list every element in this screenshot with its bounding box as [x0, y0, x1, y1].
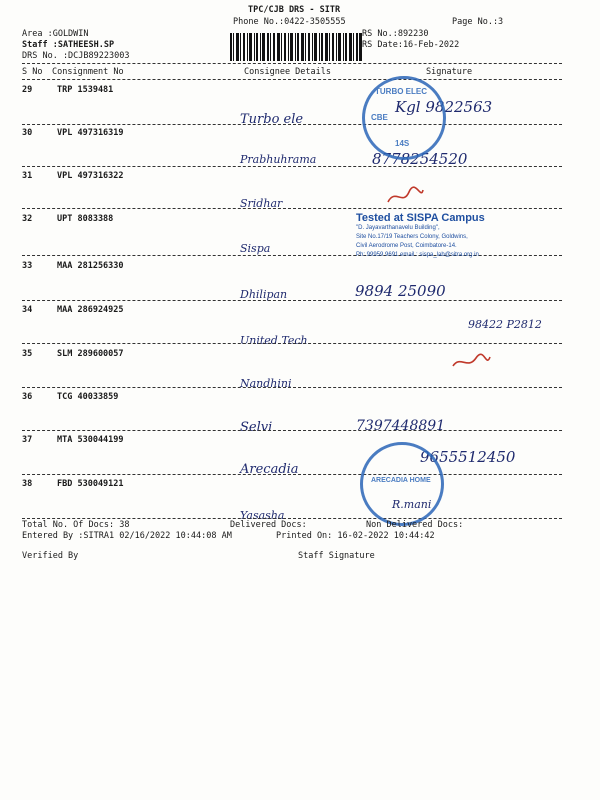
lab-stamp — [356, 212, 546, 260]
row-sno: 36 — [22, 392, 33, 402]
row-consignment: MAA 286924925 — [57, 305, 124, 315]
row-consignment: MAA 281256330 — [57, 261, 124, 271]
row-consignment: VPL 497316319 — [57, 128, 124, 138]
rs-date: RS Date:16-Feb-2022 — [362, 40, 460, 50]
row-consignee: Selvi — [240, 420, 273, 435]
stamp-text: CBE — [371, 113, 388, 122]
row-sno: 38 — [22, 479, 33, 489]
document-title: TPC/CJB DRS - SITR — [248, 5, 341, 15]
barcode-image — [230, 33, 362, 61]
row-sno: 37 — [22, 435, 33, 445]
red-signature-mark — [450, 352, 492, 374]
row-consignee: Dhilipan — [240, 288, 288, 301]
row-signature: 8778254520 — [372, 150, 468, 168]
row-sno: 35 — [22, 349, 33, 359]
row-signature: 7397448891 — [356, 418, 446, 434]
row-divider — [22, 518, 562, 519]
row-consignee: Turbo ele — [240, 112, 304, 127]
row-consignee: Sridhar — [240, 197, 283, 210]
row-consignment: MTA 530044199 — [57, 435, 124, 445]
row-consignee: Prabhuhrama — [240, 153, 317, 166]
row-consignee: United Tech — [240, 334, 308, 347]
row-divider — [22, 124, 562, 125]
row-divider — [22, 343, 562, 344]
stamp-line: "D. Jayavarthanavelu Building", — [356, 225, 440, 231]
delivered-docs: Delivered Docs: — [230, 520, 307, 530]
col-consignee: Consignee Details — [244, 67, 331, 77]
row-divider — [22, 430, 562, 431]
company-stamp — [360, 442, 444, 526]
row-divider — [22, 300, 562, 301]
row-consignee: Nandhini — [240, 377, 292, 390]
row-consignment: TRP 1539481 — [57, 85, 114, 95]
row-consignment: VPL 497316322 — [57, 171, 124, 181]
drs-number: DRS No. :DCJB89223003 — [22, 51, 130, 61]
row-sno: 31 — [22, 171, 33, 181]
row-sno: 34 — [22, 305, 33, 315]
header-divider-bottom — [22, 79, 562, 80]
verified-by: Verified By — [22, 551, 79, 561]
row-sno: 29 — [22, 85, 33, 95]
row-divider — [22, 166, 562, 167]
row-consignee: Arecadia — [240, 462, 299, 477]
entered-by: Entered By :SITRA1 02/16/2022 10:44:08 AM — [22, 531, 232, 541]
row-signature: Kgl 9822563 — [395, 98, 493, 116]
rs-number: RS No.:892230 — [362, 29, 429, 39]
row-consignee: Sispa — [240, 242, 271, 255]
row-sno: 33 — [22, 261, 33, 271]
row-sno: 32 — [22, 214, 33, 224]
phone-number: Phone No.:0422-3505555 — [233, 17, 346, 27]
staff-signature: Staff Signature — [298, 551, 375, 561]
row-signature: R.mani — [392, 498, 432, 511]
stamp-line: Ph: 99959 9691 email : sispa_lab@sitra.org.in — [356, 252, 479, 258]
row-consignment: UPT 8083388 — [57, 214, 114, 224]
stamp-title: Tested at SISPA Campus — [356, 212, 485, 224]
row-divider — [22, 474, 562, 475]
non-delivered-docs: Non Delivered Docs: — [366, 520, 464, 530]
staff-label: Staff :SATHEESH.SP — [22, 40, 115, 50]
col-sno: S No — [22, 67, 43, 77]
page-number: Page No.:3 — [452, 17, 504, 27]
row-consignment: FBD 530049121 — [57, 479, 124, 489]
col-signature: Signature — [426, 67, 473, 77]
row-signature: 9894 25090 — [355, 282, 446, 300]
stamp-line: Site No.17/19 Teachers Colony, Goldwins, — [356, 234, 468, 240]
row-signature: 98422 P2812 — [468, 318, 542, 331]
row-divider — [22, 208, 562, 209]
row-consignee: Yasasha — [240, 509, 285, 522]
col-consignment: Consignment No — [52, 67, 124, 77]
area-label: Area :GOLDWIN — [22, 29, 89, 39]
row-consignment: SLM 289600057 — [57, 349, 124, 359]
header-divider-top — [22, 63, 562, 64]
total-docs: Total No. Of Docs: 38 — [22, 520, 130, 530]
company-stamp — [362, 76, 446, 160]
row-consignment: TCG 40033859 — [57, 392, 119, 402]
printed-on: Printed On: 16-02-2022 10:44:42 — [276, 531, 435, 541]
stamp-text: 14S — [395, 139, 410, 148]
stamp-line: Civil Aerodrome Post, Coimbatore-14. — [356, 243, 457, 249]
stamp-text: ARECADIA HOME — [371, 477, 431, 484]
row-divider — [22, 387, 562, 388]
red-signature-mark — [385, 186, 425, 208]
row-signature: 9655512450 — [420, 448, 516, 466]
stamp-text: TURBO ELEC — [375, 87, 427, 96]
row-sno: 30 — [22, 128, 33, 138]
